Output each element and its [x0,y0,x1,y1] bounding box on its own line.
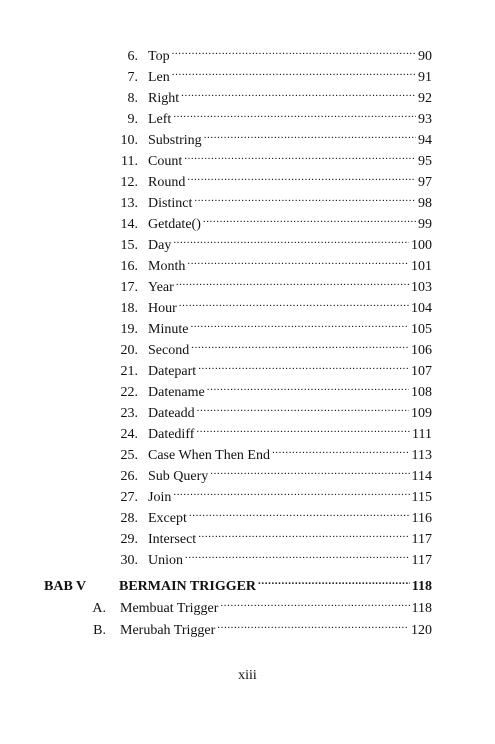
dot-leader [191,336,409,354]
section-letter: B. [93,623,106,638]
toc-entry-title: Dateadd [148,406,195,421]
toc-entry-title: Hour [148,301,177,316]
section-title: Merubah Trigger [120,623,216,638]
toc-entry-number: 17. [120,280,138,295]
dot-leader [196,420,410,438]
toc-entry [112,357,432,379]
section-entry [88,616,432,638]
toc-entry-page: 98 [418,196,432,211]
toc-entry-number: 9. [127,112,138,127]
toc-entry-title: Datename [148,385,205,400]
toc-entry [112,210,432,232]
dot-leader [197,399,409,417]
toc-entry-title: Left [148,112,172,127]
dot-leader [173,231,409,249]
toc-entry-number: 28. [120,511,138,526]
toc-entry-page: 93 [418,112,432,127]
toc-entry-number: 26. [120,469,138,484]
toc-entry-number: 6. [127,49,138,64]
toc-entry-number: 27. [120,490,138,505]
toc-entry-number: 19. [120,322,138,337]
dot-leader [217,616,409,634]
toc-entry-page: 108 [411,385,432,400]
chapter-page: 118 [411,579,432,594]
dot-leader [198,525,409,543]
section-title: Membuat Trigger [120,601,219,616]
toc-entry-page: 111 [412,427,432,442]
toc-entry-number: 20. [120,343,138,358]
toc-entry-page: 95 [418,154,432,169]
toc-entry-title: Join [148,490,172,505]
dot-leader [173,483,409,501]
toc-entry [112,126,432,148]
toc-entry-title: Distinct [148,196,193,211]
toc-entry-title: Right [148,91,180,106]
toc-entry [112,315,432,337]
dot-leader [203,210,416,228]
toc-entry-title: Top [148,49,170,64]
toc-entry-page: 105 [411,322,432,337]
dot-leader [179,294,409,312]
toc-entry [112,105,432,127]
toc-entry-page: 90 [418,49,432,64]
toc-entry [112,273,432,295]
dot-leader [176,273,409,291]
chapter-title: BERMAIN TRIGGER [119,579,257,594]
toc-entry-number: 13. [120,196,138,211]
section-page: 118 [411,601,432,616]
toc-entry-title: Substring [148,133,202,148]
dot-leader [173,105,416,123]
toc-entry-title: Getdate() [148,217,201,232]
toc-entry-title: Count [148,154,183,169]
toc-entry-title: Day [148,238,172,253]
toc-entry-page: 114 [411,469,432,484]
toc-entry [112,546,432,568]
toc-entry-page: 113 [411,448,432,463]
dot-leader [272,441,410,459]
toc-entry [112,189,432,211]
toc-entry-number: 18. [120,301,138,316]
dot-leader [184,147,416,165]
dot-leader [187,252,409,270]
dot-leader [194,189,416,207]
toc-entry-number: 11. [121,154,138,169]
toc-entry-page: 100 [411,238,432,253]
toc-entry [112,63,432,85]
toc-entry-title: Month [148,259,186,274]
dot-leader [204,126,416,144]
chapter-entry [44,572,432,594]
toc-entry-number: 24. [120,427,138,442]
toc-entry-title: Sub Query [148,469,209,484]
toc-entry-page: 117 [411,553,432,568]
toc-entry [112,84,432,106]
toc-entry [112,399,432,421]
toc-entry [112,252,432,274]
toc-entry-page: 115 [411,490,432,505]
toc-entry-number: 23. [120,406,138,421]
toc-entry-title: Round [148,175,186,190]
toc-entry-number: 21. [120,364,138,379]
toc-entry-page: 103 [411,280,432,295]
toc-entry [112,462,432,484]
dot-leader [258,572,410,590]
toc-entry [112,147,432,169]
toc-entry-number: 29. [120,532,138,547]
dot-leader [220,594,409,612]
dot-leader [187,168,416,186]
toc-entry [112,294,432,316]
section-letter: A. [92,601,106,616]
toc-entry [112,378,432,400]
dot-leader [172,63,416,81]
toc-entry-page: 94 [418,133,432,148]
toc-entry [112,504,432,526]
chapter-label: BAB V [44,579,87,594]
toc-entry-number: 14. [120,217,138,232]
toc-entry-number: 15. [120,238,138,253]
toc-entry-page: 106 [411,343,432,358]
toc-entry-page: 97 [418,175,432,190]
toc-entry-title: Intersect [148,532,197,547]
toc-entry-number: 8. [127,91,138,106]
toc-entry-number: 10. [120,133,138,148]
toc-entry-number: 22. [120,385,138,400]
toc-entry-title: Datepart [148,364,197,379]
toc-entry-title: Union [148,553,183,568]
toc-entry [112,441,432,463]
toc-entry-page: 99 [418,217,432,232]
dot-leader [190,315,409,333]
dot-leader [185,546,410,564]
toc-entry-page: 109 [411,406,432,421]
toc-entry-number: 30. [120,553,138,568]
dot-leader [189,504,410,522]
page-number: xiii [238,668,257,683]
dot-leader [207,378,409,396]
toc-entry [112,42,432,64]
dot-leader [172,42,416,60]
section-page: 120 [411,623,432,638]
toc-entry-page: 101 [411,259,432,274]
toc-entry-title: Except [148,511,187,526]
toc-entry-title: Second [148,343,190,358]
toc-entry-page: 104 [411,301,432,316]
dot-leader [198,357,409,375]
toc-entry-number: 25. [120,448,138,463]
toc-entry-page: 91 [418,70,432,85]
toc-entry-number: 7. [127,70,138,85]
toc-entry-title: Datediff [148,427,195,442]
toc-entry [112,525,432,547]
toc-entry-page: 117 [411,532,432,547]
toc-entry-title: Year [148,280,174,295]
section-entry [88,594,432,616]
dot-leader [181,84,416,102]
toc-entry [112,336,432,358]
toc-entry-title: Len [148,70,170,85]
toc-entry-number: 16. [120,259,138,274]
toc-entry-title: Minute [148,322,189,337]
toc-entry [112,483,432,505]
toc-entry-page: 92 [418,91,432,106]
toc-entry-title: Case When Then End [148,448,270,463]
toc-entry [112,168,432,190]
toc-entry [112,420,432,442]
toc-entry-page: 107 [411,364,432,379]
toc-entry-number: 12. [120,175,138,190]
toc-entry-page: 116 [411,511,432,526]
toc-entry [112,231,432,253]
dot-leader [210,462,409,480]
